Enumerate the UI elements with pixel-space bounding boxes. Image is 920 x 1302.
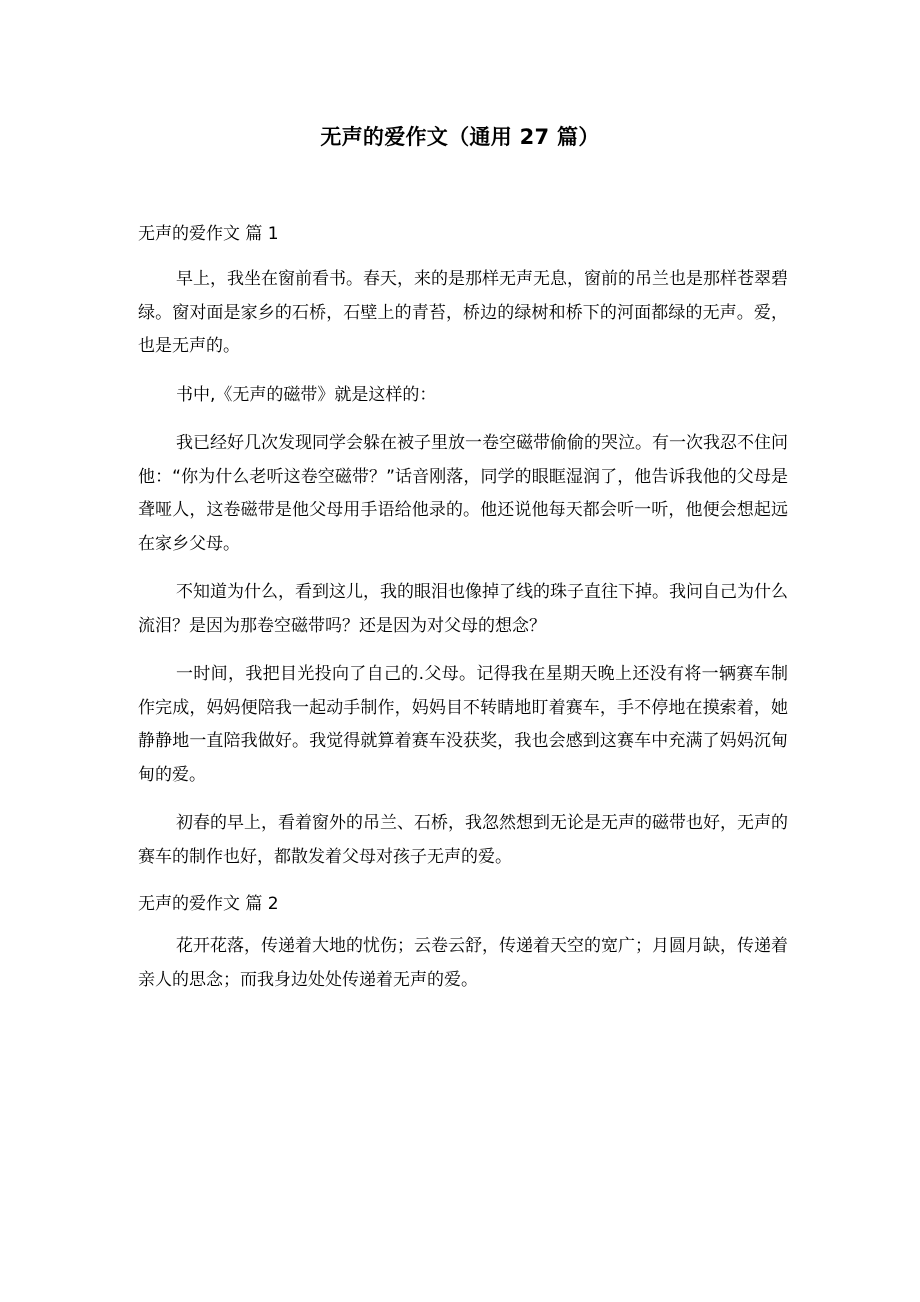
paragraph: 初春的早上，看着窗外的吊兰、石桥，我忽然想到无论是无声的磁带也好，无声的赛车的制作也好，都散发着父母对孩子无声的爱。 [138,813,788,867]
paragraph: 一时间，我把目光投向了自己的.父母。记得我在星期天晚上还没有将一辆赛车制作完成，妈妈便陪我一起动手制作，妈妈目不转睛地盯着赛车，手不停地在摸索着，她静静地一直陪我做好。我觉得就算着赛车没获奖，我也会感到这赛车中充满了妈妈沉甸甸的爱。 [138,664,788,785]
paragraph: 我已经好几次发现同学会躲在被子里放一卷空磁带偷偷的哭泣。有一次我忍不住问他：“你为什么老听这卷空磁带？”话音刚落，同学的眼眶湿润了，他告诉我他的父母是聋哑人，这卷磁带是他父母用手语给他录的。他还说他每天都会听一听，他便会想起远在家乡父母。 [138,433,788,554]
section-heading: 无声的爱作文 篇 1 [138,224,279,244]
document-title: 无声的爱作文（通用 27 篇） [320,125,600,149]
paragraph: 书中,《无声的磁带》就是这样的： [176,384,437,405]
paragraph: 花开花落，传递着大地的忧伤；云卷云舒，传递着天空的宽广；月圆月缺，传递着亲人的思念；而我身边处处传递着无声的爱。 [138,936,788,990]
section-heading: 无声的爱作文 篇 2 [138,894,279,914]
paragraph: 早上，我坐在窗前看书。春天，来的是那样无声无息，窗前的吊兰也是那样苍翠碧绿。窗对面是家乡的石桥，石壁上的青苔，桥边的绿树和桥下的河面都绿的无声。爱，也是无声的。 [138,269,788,356]
document-body [138,219,788,1012]
paragraph: 不知道为什么，看到这儿，我的眼泪也像掉了线的珠子直往下掉。我问自己为什么流泪？是因为那卷空磁带吗？还是因为对父母的想念？ [138,582,788,636]
